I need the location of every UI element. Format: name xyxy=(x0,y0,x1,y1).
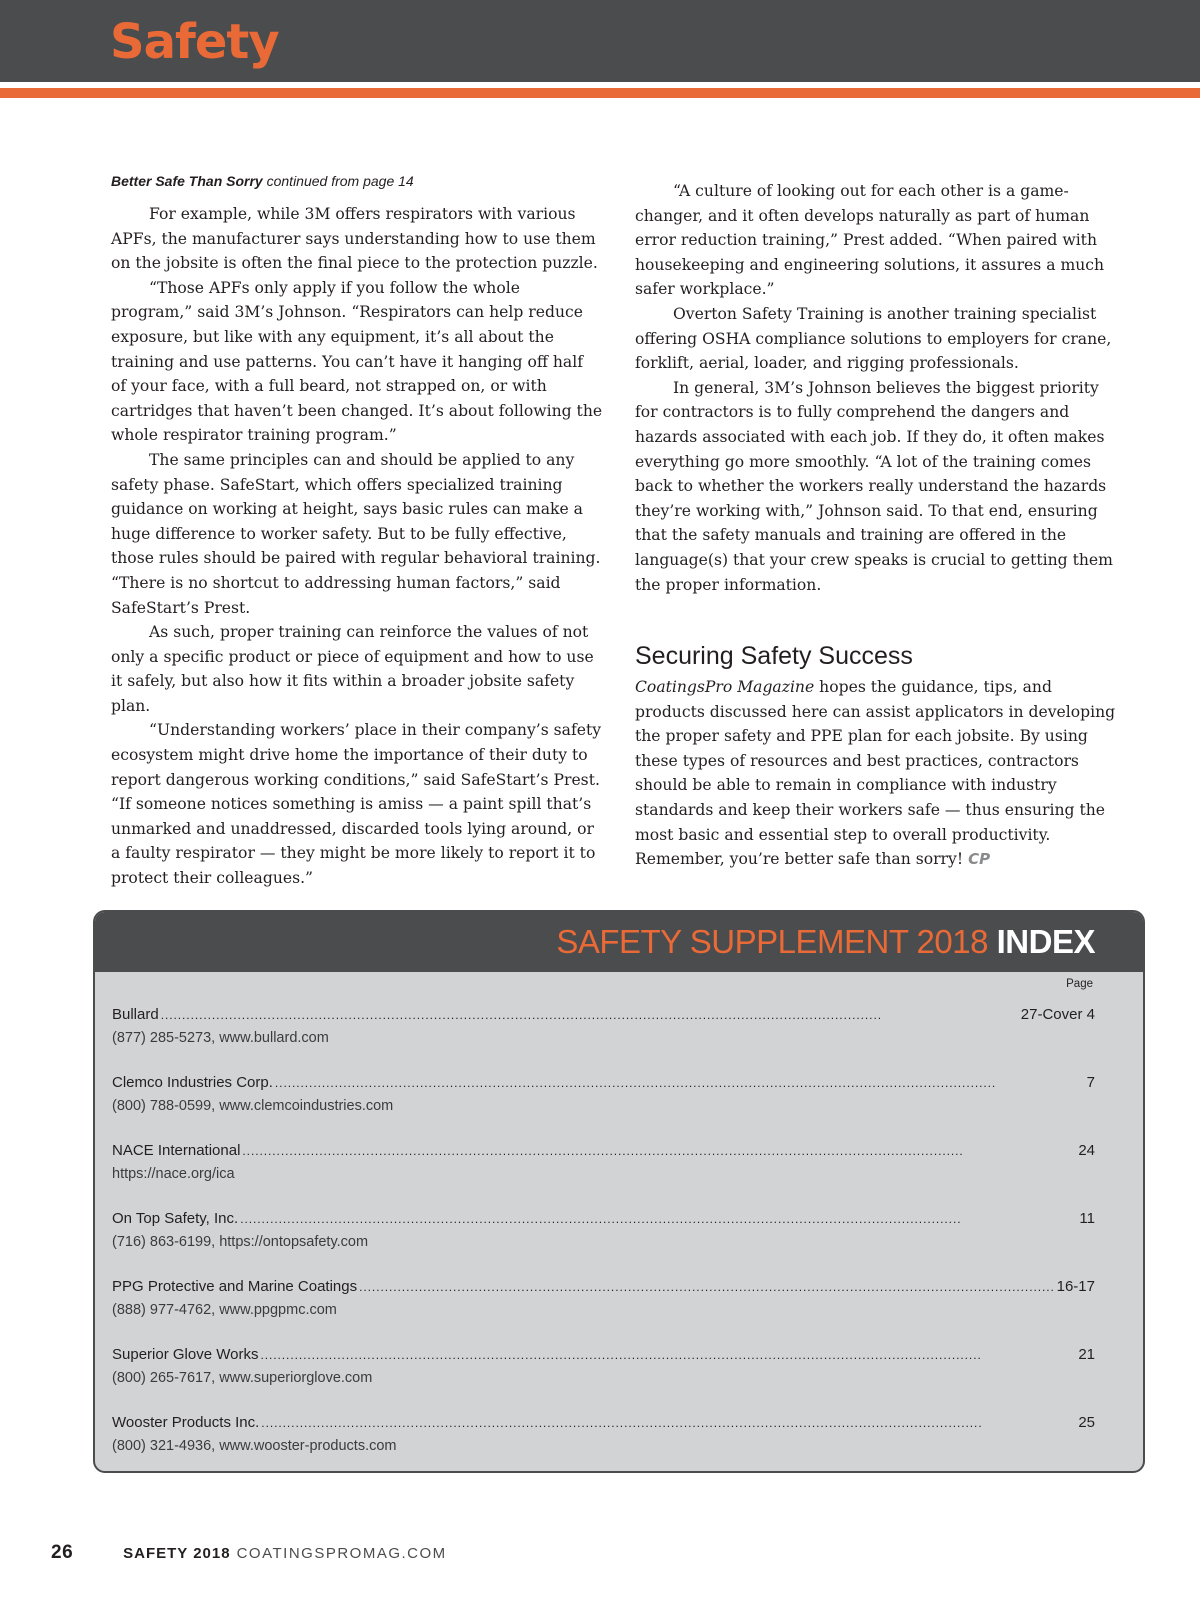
section-heading: Securing Safety Success xyxy=(635,642,913,671)
advertiser-index-panel xyxy=(93,910,1145,1473)
paragraph: “Those APFs only apply if you follow the whole program,” said 3M’s Johnson. “Respirators can help reduce exposure, but like with any equipment, it’s all about the training and use patterns. You can’t have it hanging off half of your face, with a full beard, not strapped on, or with cartridges that haven’t been changed. It’s about following the whole respirator training program.” xyxy=(111,278,603,445)
paragraph: For example, while 3M offers respirators with various APFs, the manufacturer says understanding how to use them on the jobsite is often the final piece to the protection puzzle. xyxy=(111,205,598,273)
footer-website: COATINGSPROMAG.COM xyxy=(236,1545,447,1562)
entry-name: Clemco Industries Corp. xyxy=(112,1074,273,1091)
article-right-column xyxy=(635,179,1117,872)
footer-issue-label: SAFETY 2018 xyxy=(123,1545,231,1562)
paragraph: “A culture of looking out for each other is a game-changer, and it often develops naturally as part of human error reduction training,” Prest added. “When paired with housekeeping and engineering solutions, it assures a much safer workplace.” xyxy=(635,182,1105,299)
page-title: Safety xyxy=(110,14,279,70)
entry-contact: https://nace.org/ica xyxy=(112,1166,235,1182)
entry-name: On Top Safety, Inc. xyxy=(112,1210,239,1227)
index-entries xyxy=(112,1004,1095,1473)
paragraph: “Understanding workers’ place in their company’s safety ecosystem might drive home the importance of their duty to report dangerous working conditions,” said SafeStart’s Prest. “If someone notices something is amiss — a paint spill that’s unmarked and unaddressed, discarded tools lying around, or a faulty respirator — they might be more likely to report it to protect their colleagues.” xyxy=(111,721,602,888)
entry-contact: (716) 863-6199, https://ontopsafety.com xyxy=(112,1234,369,1250)
continued-suffix: continued from page 14 xyxy=(262,173,414,189)
entry-page: 7 xyxy=(1086,1074,1095,1091)
dot-leader xyxy=(242,1140,1076,1162)
paragraph: In general, 3M’s Johnson believes the biggest priority for contractors is to fully comprehend the dangers and hazards associated with each job. If they do, it often makes everything go more smoothly. “A lot of the training comes back to whether the workers really understand the hazards they’re working with,” Johnson said. To that end, ensuring that the safety manuals and training are offered in the language(s) that your crew speaks is crucial to getting them the proper information. xyxy=(635,378,1113,594)
end-mark: CP xyxy=(968,850,991,869)
entry-page: 21 xyxy=(1078,1346,1095,1363)
dot-leader xyxy=(240,1208,1077,1230)
index-entry xyxy=(112,1276,1095,1344)
folio-number: 26 xyxy=(51,1542,74,1563)
entry-page: 11 xyxy=(1079,1210,1095,1227)
entry-page: 25 xyxy=(1078,1414,1095,1431)
paragraph: Overton Safety Training is another training specialist offering OSHA compliance solutions to employers for crane, forklift, aerial, loader, and rigging professionals. xyxy=(635,304,1112,373)
index-entry xyxy=(112,1072,1095,1140)
header-accent-rule xyxy=(0,88,1200,98)
entry-contact: (800) 265-7617, www.superiorglove.com xyxy=(112,1370,373,1386)
article-left-column xyxy=(111,170,603,891)
entry-contact: (800) 788-0599, www.clemcoindustries.com xyxy=(112,1098,394,1114)
entry-name: NACE International xyxy=(112,1142,241,1159)
index-entry xyxy=(112,1140,1095,1208)
dot-leader xyxy=(260,1344,1076,1366)
entry-contact: (800) 321-4936, www.wooster-products.com xyxy=(112,1438,397,1454)
magazine-name: CoatingsPro Magazine xyxy=(635,678,815,697)
paragraph: As such, proper training can reinforce the values of not only a specific product or piece of equipment and how to use it safely, but also how it fits within a broader jobsite safety plan. xyxy=(111,623,594,715)
index-entry xyxy=(112,1344,1095,1412)
continued-note xyxy=(111,170,603,192)
index-entry xyxy=(112,1004,1095,1072)
index-title xyxy=(556,922,1095,962)
entry-page: 24 xyxy=(1078,1142,1095,1159)
index-title-main: SAFETY SUPPLEMENT 2018 xyxy=(556,923,988,960)
entry-page: 16-17 xyxy=(1056,1278,1095,1295)
dot-leader xyxy=(261,1412,1076,1434)
index-title-word: INDEX xyxy=(996,923,1095,960)
dot-leader xyxy=(161,1004,1019,1026)
dot-leader xyxy=(359,1276,1055,1298)
index-header xyxy=(95,912,1143,972)
closing-text: hopes the guidance, tips, and products discussed here can assist applicators in developing the proper safety and PPE plan for each jobsite. By using these types of resources and best practices, contractors should be able to remain in compliance with industry standards and keep their workers safe — thus ensuring the most basic and essential step to overall productivity. Remember, you’re better safe than sorry! xyxy=(635,678,1116,869)
page-column-label: Page xyxy=(1066,978,1093,990)
page-footer xyxy=(51,1541,447,1566)
continued-title: Better Safe Than Sorry xyxy=(111,173,263,189)
entry-name: PPG Protective and Marine Coatings xyxy=(112,1278,358,1295)
paragraph: The same principles can and should be applied to any safety phase. SafeStart, which offers specialized training guidance on working at height, says basic rules can make a huge difference to worker safety. But to be fully effective, those rules should be paired with regular behavioral training. “There is no shortcut to addressing human factors,” said SafeStart’s Prest. xyxy=(111,450,601,617)
entry-contact: (888) 977-4762, www.ppgpmc.com xyxy=(112,1302,337,1318)
header-bar xyxy=(0,0,1200,82)
closing-paragraph xyxy=(635,675,1117,872)
index-entry xyxy=(112,1412,1095,1473)
entry-contact: (877) 285-5273, www.bullard.com xyxy=(112,1030,329,1046)
dot-leader xyxy=(275,1072,1085,1094)
entry-page: 27-Cover 4 xyxy=(1020,1006,1095,1023)
entry-name: Superior Glove Works xyxy=(112,1346,259,1363)
entry-name: Wooster Products Inc. xyxy=(112,1414,260,1431)
entry-name: Bullard xyxy=(112,1006,159,1023)
index-entry xyxy=(112,1208,1095,1276)
